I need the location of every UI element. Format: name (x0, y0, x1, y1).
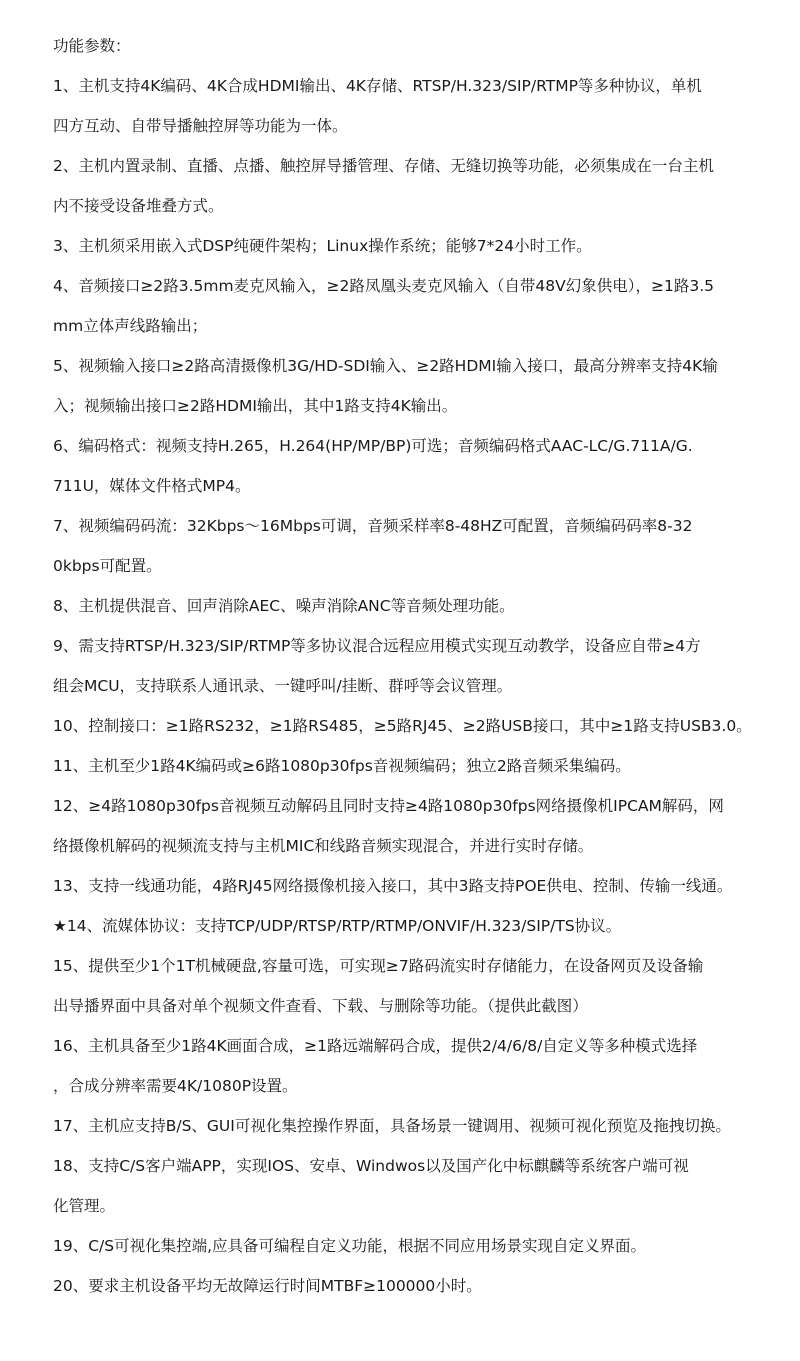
spec-line: 9、需支持RTSP/H.323/SIP/RTMP等多协议混合远程应用模式实现互动教学，设备应自带≥4方 (53, 637, 701, 655)
spec-line: 11、主机至少1路4K编码或≥6路1080p30fps音视频编码；独立2路音频采集编码。 (53, 757, 631, 775)
spec-line: 20、要求主机设备平均无故障运行时间MTBF≥100000小时。 (53, 1277, 482, 1295)
spec-line: 2、主机内置录制、直播、点播、触控屏导播管理、存储、无缝切换等功能，必须集成在一台主机 (53, 157, 714, 175)
spec-line: 络摄像机解码的视频流支持与主机MIC和线路音频实现混合，并进行实时存储。 (53, 837, 594, 855)
spec-line: 组会MCU，支持联系人通讯录、一键呼叫/挂断、群呼等会议管理。 (53, 677, 513, 695)
spec-line: 12、≥4路1080p30fps音视频互动解码且同时支持≥4路1080p30fps网络摄像机IPCAM解码，网 (53, 797, 724, 815)
spec-line: 1、主机支持4K编码、4K合成HDMI输出、4K存储、RTSP/H.323/SIP/RTMP等多种协议，单机 (53, 77, 702, 95)
spec-line: 四方互动、自带导播触控屏等功能为一体。 (53, 117, 348, 135)
spec-line: 18、支持C/S客户端APP，实现IOS、安卓、Windwos以及国产化中标麒麟等系统客户端可视 (53, 1157, 689, 1175)
spec-document (53, 26, 798, 1306)
spec-line: 0kbps可配置。 (53, 557, 162, 575)
spec-line: 17、主机应支持B/S、GUI可视化集控操作界面，具备场景一键调用、视频可视化预览及拖拽切换。 (53, 1117, 731, 1135)
spec-line: 化管理。 (53, 1197, 116, 1215)
spec-line: 19、C/S可视化集控端,应具备可编程自定义功能，根据不同应用场景实现自定义界面。 (53, 1237, 647, 1255)
spec-line: 内不接受设备堆叠方式。 (53, 197, 224, 215)
spec-line: 711U，媒体文件格式MP4。 (53, 477, 251, 495)
spec-line: 5、视频输入接口≥2路高清摄像机3G/HD-SDI输入、≥2路HDMI输入接口，最高分辨率支持4K输 (53, 357, 718, 375)
spec-line: 出导播界面中具备对单个视频文件查看、下载、与删除等功能。（提供此截图） (53, 997, 588, 1015)
document-heading: 功能参数： (53, 37, 131, 55)
spec-line: 10、控制接口：≥1路RS232，≥1路RS485，≥5路RJ45、≥2路USB接口，其中≥1路支持USB3.0。 (53, 717, 752, 735)
spec-line: 7、视频编码码流：32Kbps～16Mbps可调，音频采样率8-48HZ可配置，音频编码码率8-32 (53, 517, 693, 535)
spec-line: ，合成分辨率需要4K/1080P设置。 (53, 1077, 298, 1095)
spec-line: 6、编码格式：视频支持H.265，H.264(HP/MP/BP)可选；音频编码格式AAC-LC/G.711A/G. (53, 437, 693, 455)
spec-line: 15、提供至少1个1T机械硬盘,容量可选，可实现≥7路码流实时存储能力，在设备网页及设备输 (53, 957, 704, 975)
spec-line: 4、音频接口≥2路3.5mm麦克风输入，≥2路凤凰头麦克风输入（自带48V幻象供电），≥1路3.5 (53, 277, 714, 295)
spec-line: 入；视频输出接口≥2路HDMI输出，其中1路支持4K输出。 (53, 397, 458, 415)
spec-line: 8、主机提供混音、回声消除AEC、噪声消除ANC等音频处理功能。 (53, 597, 515, 615)
spec-line: 3、主机须采用嵌入式DSP纯硬件架构；Linux操作系统；能够7*24小时工作。 (53, 237, 592, 255)
spec-line: 16、主机具备至少1路4K画面合成，≥1路远端解码合成，提供2/4/6/8/自定义等多种模式选择 (53, 1037, 698, 1055)
spec-line: 13、支持一线通功能，4路RJ45网络摄像机接入接口，其中3路支持POE供电、控制、传输一线通。 (53, 877, 733, 895)
spec-line: ★14、流媒体协议：支持TCP/UDP/RTSP/RTP/RTMP/ONVIF/H.323/SIP/TS协议。 (53, 917, 622, 935)
spec-line: mm立体声线路输出； (53, 317, 208, 335)
